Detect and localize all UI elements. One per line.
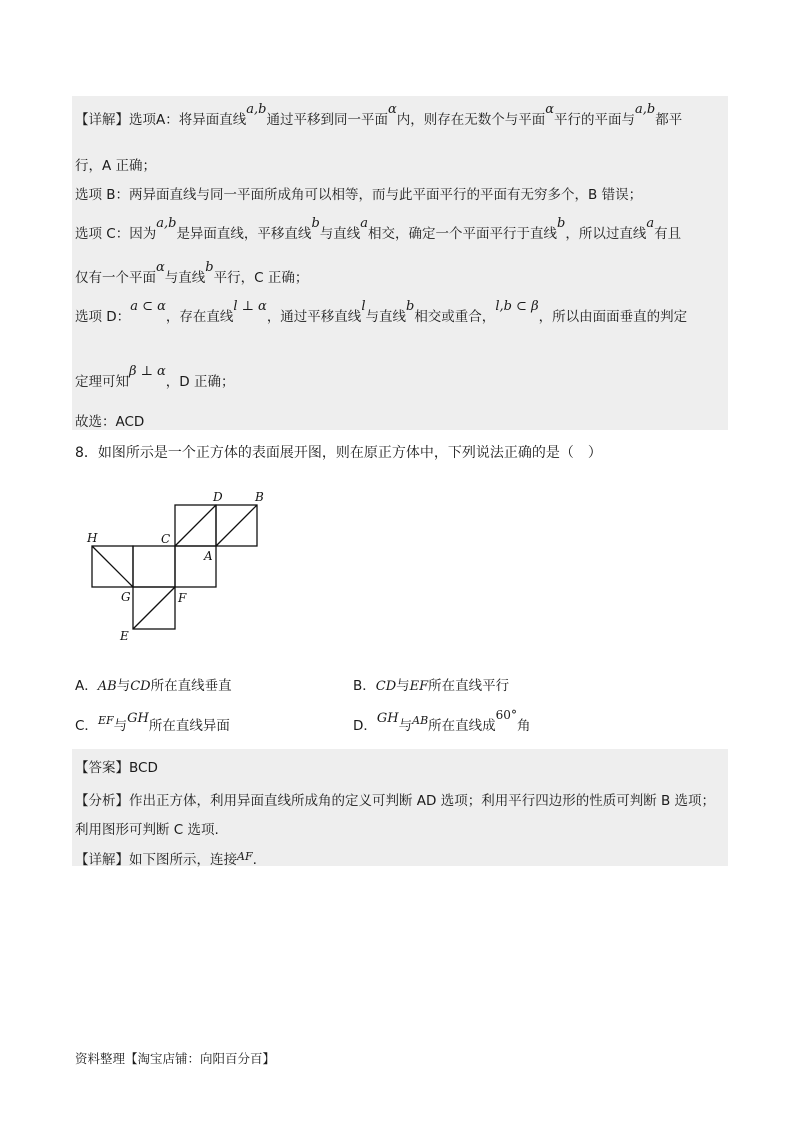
vertex-label-C: C [161, 532, 171, 546]
solution-line-5: 仅有一个平面α与直线b平行，C 正确； [75, 260, 309, 286]
cube-net-figure [80, 487, 280, 646]
footer-source: 资料整理【淘宝店铺：向阳百分百】 [75, 1051, 276, 1066]
vertex-label-F: F [178, 591, 187, 605]
vertex-label-E: E [120, 629, 129, 642]
solution-line-6: 选项 D：a ⊂ α，存在直线l ⊥ α，通过平移直线l与直线b相交或重合，l,b ⊂ β，所以由面面垂直的判定 [75, 299, 688, 325]
vertex-label-B: B [255, 490, 264, 504]
solution-line-1: 【详解】选项A：将异面直线a,b通过平移到同一平面α内，则存在无数个与平面α平行的平面与a,b都平 [75, 102, 683, 128]
cube-net-svg [80, 487, 280, 642]
vertex-label-A: A [204, 549, 213, 563]
vertex-label-D: D [213, 490, 223, 504]
segment-EF [133, 587, 175, 629]
option-B: B．CD与EF所在直线平行 [353, 678, 510, 694]
analysis-line-1: 【分析】作出正方体，利用异面直线所成角的定义可判断 AD 选项；利用平行四边形的性质可判断 B 选项； [75, 793, 716, 809]
segment-CD [175, 505, 216, 546]
option-A: A．AB与CD所在直线垂直 [75, 678, 232, 694]
option-D: D．GH与$^{AB}$所在直线成60°角 [353, 708, 531, 734]
vertex-label-G: G [121, 590, 131, 604]
segment-HG [92, 546, 133, 587]
answer-line: 【答案】BCD [75, 760, 158, 776]
solution-line-2: 行，A 正确； [75, 158, 157, 174]
solution-line-8: 故选：ACD [75, 414, 145, 430]
solution-line-3: 选项 B：两异面直线与同一平面所成角可以相等，而与此平面平行的平面有无穷多个，B 错误； [75, 187, 643, 203]
solution-line-7: 定理可知β ⊥ α，D 正确； [75, 364, 235, 390]
net-face [133, 546, 175, 587]
question-8-stem: 8．如图所示是一个正方体的表面展开图，则在原正方体中，下列说法正确的是（ ） [75, 445, 602, 461]
vertex-label-H: H [87, 531, 98, 545]
option-C: C．$^{EF}$与GH所在直线异面 [75, 711, 230, 734]
detail-line: 【详解】如下图所示，连接$^{AF}$. [75, 850, 257, 868]
solution-line-4: 选项 C：因为a,b是异面直线，平移直线b与直线a相交，确定一个平面平行于直线b，所以过直线a有且 [75, 216, 682, 242]
analysis-line-2: 利用图形可判断 C 选项. [75, 822, 219, 838]
segment-AB [216, 505, 257, 546]
